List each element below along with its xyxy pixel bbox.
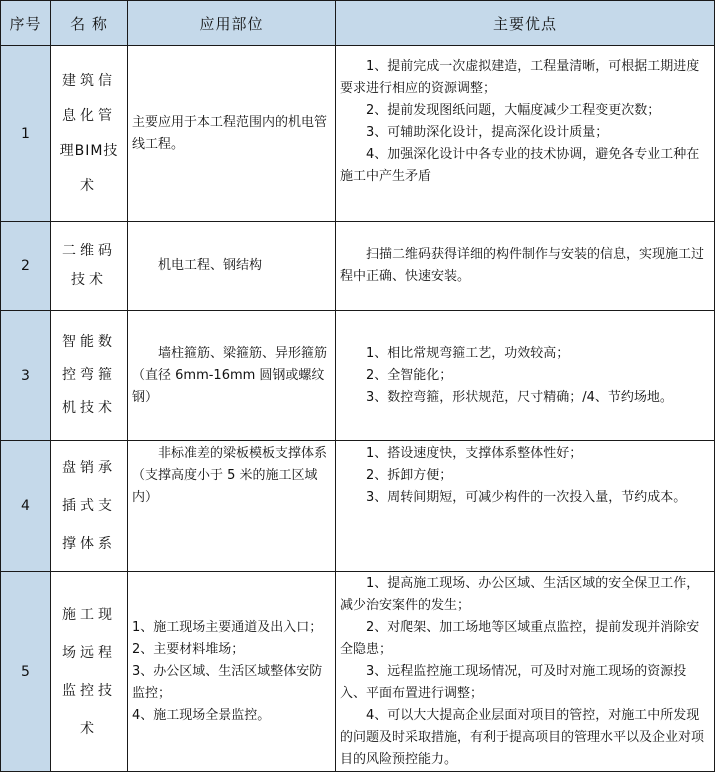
header-name: 名 称 [51,1,128,46]
advantage-item: 2、拆卸方便； [366,468,453,483]
tech-name-line: 场远程 [62,644,116,661]
tech-name-line: 二维码 [62,243,116,259]
scope-line: 4、施工现场全景监控。 [132,707,271,723]
row-number: 5 [1,572,51,772]
scope-line: 2、主要材料堆场； [132,641,245,657]
advantage-item: 1、搭设速度快，支撑体系整体性好； [366,446,583,461]
header-row [1,1,715,46]
tech-name-line: 技术 [71,272,107,288]
tech-name [51,46,128,222]
application-scope [128,46,336,222]
tech-name-line: 控弯箍 [62,367,116,383]
tech-name-line: 理BIM技 [59,142,119,159]
scope-line: 3、办公区域、生活区域整体安防监控； [132,663,323,701]
tech-name-line: 智能数 [62,334,116,350]
advantages [336,572,715,772]
tech-name [51,222,128,311]
row-number: 2 [1,222,51,311]
tech-name-line: 施工现 [62,606,116,623]
scope-line: 非标准差的梁板模板支撑体系（支撑高度小于 5 米的施工区域内） [132,446,328,505]
application-scope [128,311,336,441]
scope-line: 1、施工现场主要通道及出入口； [132,619,323,635]
tech-name-line: 盘销承 [62,460,116,476]
tech-name-line: 术 [80,177,98,194]
advantage-item: 2、提前发现图纸问题，大幅度减少工程变更次数； [366,103,661,118]
table-row [1,572,715,772]
application-scope [128,222,336,311]
table-row [1,222,715,311]
advantage-item: 4、可以大大提高企业层面对项目的管控，对施工中所发现的问题及时采取措施，有利于提高项目的管理水平以及企业对项目的风险预控能力。 [340,708,705,767]
scope-line: 机电工程、钢结构 [158,258,263,273]
advantage-item: 2、全智能化； [366,367,453,383]
tech-name-line: 插式支 [62,498,116,514]
advantage-item: 3、可辅助深化设计，提高深化设计质量； [366,125,609,140]
tech-name-line: 监控技 [62,682,116,699]
advantage-item: 1、提前完成一次虚拟建造，工程量清晰，可根据工期进度要求进行相应的资源调整； [340,59,700,96]
advantage-item: 1、提高施工现场、办公区域、生活区域的安全保卫工作，减少治安案件的发生； [340,576,700,613]
table-row [1,311,715,441]
scope-line: 主要应用于本工程范围内的机电管线工程。 [132,114,328,152]
advantages [336,311,715,441]
advantage-item: 扫描二维码获得详细的构件制作与安装的信息，实现施工过程中正确、快速安装。 [340,247,705,284]
tech-name-line: 建筑信 [62,72,116,89]
header-advantages: 主要优点 [336,1,715,46]
tech-name-line: 撑体系 [62,536,116,552]
table-row [1,441,715,572]
table-row [1,46,715,222]
advantage-item: 3、周转间期短，可减少构件的一次投入量，节约成本。 [366,490,687,505]
tech-name [51,311,128,441]
advantages [336,46,715,222]
advantage-item: 4、加强深化设计中各专业的技术协调，避免各专业工种在施工中产生矛盾 [340,147,700,184]
header-no: 序号 [1,1,51,46]
row-number: 4 [1,441,51,572]
row-number: 1 [1,46,51,222]
scope-line: 墙柱箍筋、梁箍筋、异形箍筋（直径 6mm-16mm 圆钢或螺纹钢） [132,345,328,405]
advantage-item: 3、数控弯箍，形状规范，尺寸精确；/4、节约场地。 [366,389,673,405]
header-scope: 应用部位 [128,1,336,46]
tech-name [51,441,128,572]
advantages [336,222,715,311]
application-scope [128,441,336,572]
tech-name-line: 息化管 [62,107,116,124]
tech-name-line: 机技术 [62,400,116,416]
tech-name-line: 术 [80,720,98,737]
advantage-item: 1、相比常规弯箍工艺，功效较高； [366,345,570,361]
advantage-item: 2、对爬架、加工场地等区域重点监控，提前发现并消除安全隐患； [340,620,700,657]
advantage-item: 3、远程监控施工现场情况，可及时对施工现场的资源投入、平面布置进行调整； [340,664,687,701]
application-scope [128,572,336,772]
advantages [336,441,715,572]
row-number: 3 [1,311,51,441]
tech-name [51,572,128,772]
